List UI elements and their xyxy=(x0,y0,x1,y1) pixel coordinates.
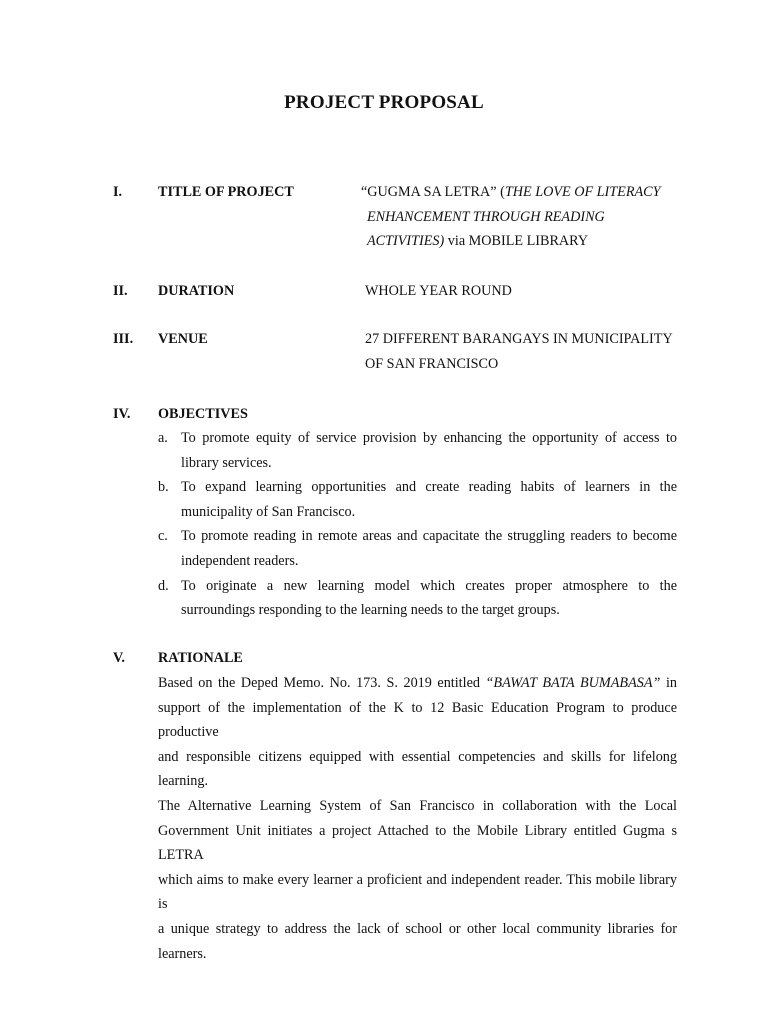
list-item-text: To expand learning opportunities and create reading habits of learners in the municipality of San Francisco. xyxy=(181,479,677,520)
list-item xyxy=(158,574,677,623)
rationale-line: a unique strategy to address the lack of school or other local community libraries for learners. xyxy=(158,920,677,962)
list-item xyxy=(158,475,677,524)
section-numeral: I. xyxy=(113,184,123,200)
objectives-list xyxy=(158,426,677,623)
list-item xyxy=(158,426,677,475)
section-numeral: III. xyxy=(113,331,134,347)
venue-value xyxy=(365,327,673,376)
page-title: PROJECT PROPOSAL xyxy=(284,92,484,113)
project-title-value xyxy=(361,180,661,254)
project-title-suffix: via MOBILE LIBRARY xyxy=(444,233,589,249)
list-marker: d. xyxy=(158,577,169,594)
list-item-text: To promote equity of service provision by enhancing the opportunity of access to library services. xyxy=(181,430,677,471)
section-numeral: II. xyxy=(113,283,128,299)
rationale-line-start: Based on the Deped Memo. No. 173. S. 2019 entitled xyxy=(158,675,486,691)
venue-line-2: OF SAN FRANCISCO xyxy=(365,355,499,372)
list-item-text: To originate a new learning model which creates proper atmosphere to the surroundings responding to the learning needs to the target groups. xyxy=(181,577,677,619)
list-marker: b. xyxy=(158,479,169,496)
memo-title-italic: “BAWAT BATA BUMABASA” xyxy=(485,675,661,691)
venue-line-1: 27 DIFFERENT BARANGAYS IN MUNICIPALITY xyxy=(365,331,673,347)
project-title-italic-2: ENHANCEMENT THROUGH READING xyxy=(367,208,605,225)
rationale-line-end: in xyxy=(660,675,677,691)
section-numeral: V. xyxy=(113,650,125,666)
rationale-line xyxy=(158,671,677,696)
rationale-paragraph xyxy=(158,671,677,966)
project-title-italic-3: ACTIVITIES) xyxy=(367,233,445,249)
section-numeral: IV. xyxy=(113,406,131,422)
section-heading: VENUE xyxy=(158,331,208,347)
rationale-line: support of the implementation of the K to 12 Basic Education Program to produce productive xyxy=(158,699,677,741)
rationale-line: and responsible citizens equipped with essential competencies and skills for lifelong learning. xyxy=(158,748,677,790)
rationale-line: Government Unit initiates a project Attached to the Mobile Library entitled Gugma s LETRA xyxy=(158,822,677,864)
project-title-quote: “GUGMA SA LETRA” ( xyxy=(361,184,505,200)
section-heading: DURATION xyxy=(158,283,235,299)
rationale-line: The Alternative Learning System of San Francisco in collaboration with the Local xyxy=(158,797,677,814)
list-item xyxy=(158,524,677,573)
section-heading: RATIONALE xyxy=(158,650,243,666)
rationale-line: which aims to make every learner a proficient and independent reader. This mobile library is xyxy=(158,871,677,913)
duration-value: WHOLE YEAR ROUND xyxy=(365,283,512,299)
list-marker: a. xyxy=(158,430,168,446)
project-title-italic-1: THE LOVE OF LITERACY xyxy=(504,184,661,200)
section-heading: TITLE OF PROJECT xyxy=(158,184,294,200)
section-heading: OBJECTIVES xyxy=(158,406,248,422)
list-item-text: To promote reading in remote areas and capacitate the struggling readers to become independent readers. xyxy=(181,528,677,569)
list-marker: c. xyxy=(158,528,168,545)
